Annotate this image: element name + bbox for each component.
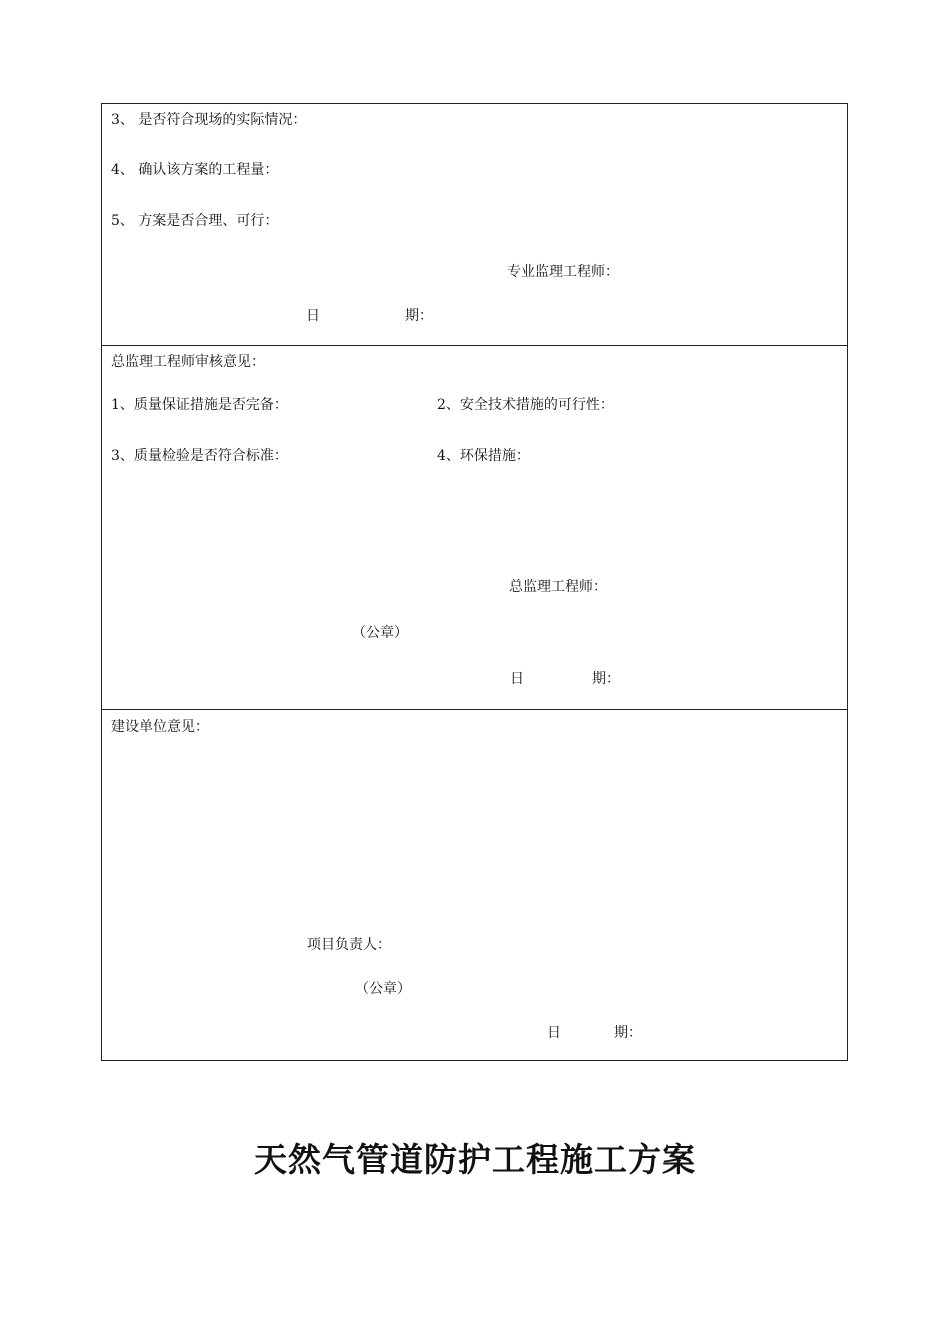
owner-opinion-section xyxy=(102,710,847,1060)
chief-item-3: 3、质量检验是否符合标准： xyxy=(111,448,288,464)
approval-form-table xyxy=(101,103,848,1061)
chief-heading: 总监理工程师审核意见： xyxy=(111,354,265,370)
chief-item-2: 2、安全技术措施的可行性： xyxy=(437,397,614,413)
chief-seal: （公章） xyxy=(352,625,408,641)
chief-item-4: 4、环保措施： xyxy=(437,448,530,464)
owner-heading: 建设单位意见： xyxy=(111,719,209,735)
chief-date-day: 日 xyxy=(510,671,524,687)
supervisor-signer-label: 专业监理工程师： xyxy=(507,264,619,280)
chief-date-period: 期： xyxy=(592,671,620,687)
chief-supervisor-section xyxy=(102,346,847,710)
owner-date-period: 期： xyxy=(614,1025,642,1041)
supervisor-date-day: 日 xyxy=(306,308,320,324)
chief-signer-label: 总监理工程师： xyxy=(509,579,607,595)
document-title: 天然气管道防护工程施工方案 xyxy=(254,1140,696,1179)
owner-signer-label: 项目负责人： xyxy=(307,937,391,953)
supervisor-item-3: 3、 是否符合现场的实际情况： xyxy=(111,112,307,128)
supervisor-item-5: 5、 方案是否合理、可行： xyxy=(111,213,279,229)
owner-date-day: 日 xyxy=(547,1025,561,1041)
supervisor-item-4: 4、 确认该方案的工程量： xyxy=(111,162,279,178)
supervisor-date-period: 期： xyxy=(405,308,433,324)
owner-seal: （公章） xyxy=(355,981,411,997)
chief-item-1: 1、质量保证措施是否完备： xyxy=(111,397,288,413)
supervisor-review-section xyxy=(102,104,847,346)
